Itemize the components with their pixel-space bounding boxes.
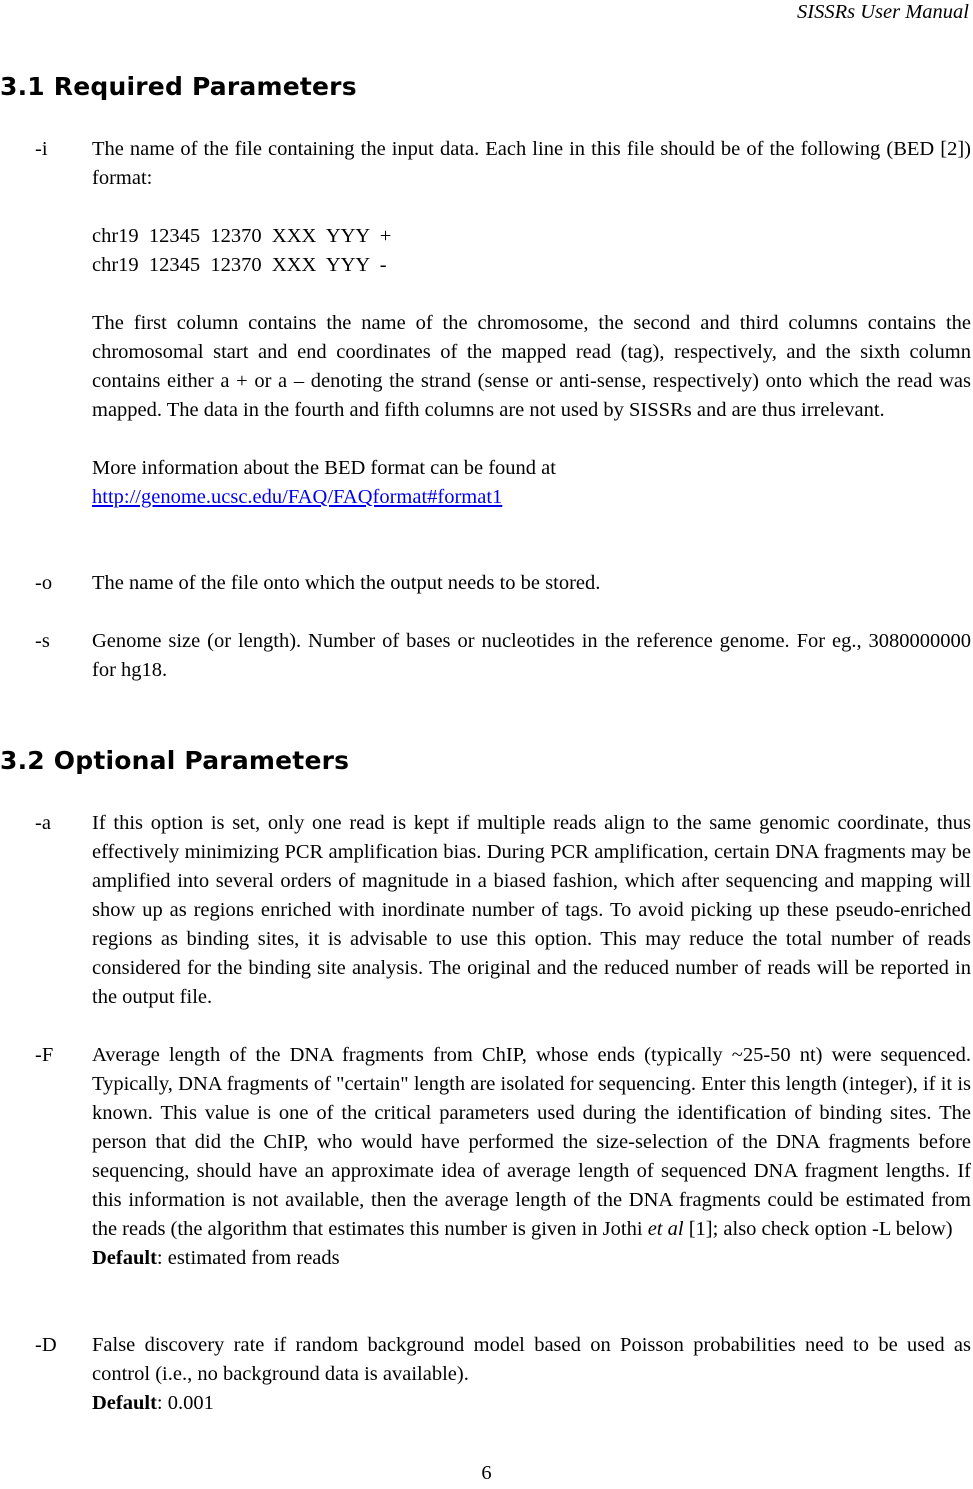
param-description: Average length of the DNA fragments from ChIP, whose ends (typically ~25-50 nt) were sequenced. Typically, DNA fragments of "certain" length are isolated for sequencing. Enter this length (integer), if it is known. This value is one of the critical parameters used during the identification of binding sites. The person that did the ChIP, who would have performed the size-selection of the DNA fragments before sequencing, should have an approximate idea of average length of sequenced DNA fragment lengths. If this information is not available, then the average length of the DNA fragments could be estimated from the reads (the algorithm that estimates this number is given in Jothi et al [1]; also check option -L below) (92, 1044, 971, 1240)
more-info-text: More information about the BED format can be found at (92, 457, 556, 479)
param-flag: -F (35, 1044, 54, 1066)
bed-example-line: chr19 12345 12370 XXX YYY - (92, 254, 387, 276)
param-description (92, 135, 971, 512)
param-flag: -o (35, 572, 53, 594)
et-al-citation: et al (647, 1218, 684, 1240)
page-number: 6 (481, 1462, 492, 1484)
bed-format-link[interactable]: http://genome.ucsc.edu/FAQ/FAQformat#format1 (92, 486, 503, 508)
param-explanation: The first column contains the name of the chromosome, the second and third columns contains the chromosomal start and end coordinates of the mapped read (tag), respectively, and the sixth column contains either a + or a – denoting the strand (sense or anti-sense, respectively) onto which the read was mapped. The data in the fourth and fifth columns are not used by SISSRs and are thus irrelevant. (92, 312, 971, 421)
param-flag: -i (35, 138, 48, 160)
param-description: False discovery rate if random background model based on Poisson probabilities need to be used as control (i.e., no background data is available). (92, 1334, 971, 1385)
param-s (0, 627, 971, 685)
param-intro: The name of the file containing the input data. Each line in this file should be of the following (BED [2]) format: (92, 138, 971, 189)
param-flag: -a (35, 812, 51, 834)
section-title-optional: 3.2 Optional Parameters (0, 746, 350, 775)
param-flag: -s (35, 630, 50, 652)
default-label: Default (92, 1247, 157, 1269)
default-value: : 0.001 (156, 1392, 214, 1414)
bed-example-line: chr19 12345 12370 XXX YYY + (92, 225, 392, 247)
param-a (0, 809, 971, 1012)
param-o (0, 569, 971, 598)
param-default (92, 1244, 971, 1273)
default-label: Default (92, 1392, 157, 1414)
param-description: The name of the file onto which the output needs to be stored. (92, 572, 601, 594)
param-description: If this option is set, only one read is kept if multiple reads align to the same genomic coordinate, thus effectively minimizing PCR amplification bias. During PCR amplification, certain DNA fragments may be amplified into several orders of magnitude in a biased fashion, which after sequencing and mapping will show up as regions enriched with inordinate number of tags. To avoid picking up these pseudo-enriched regions as binding sites, it is advisable to use this option. This may reduce the total number of reads considered for the binding site analysis. The original and the reduced number of reads will be reported in the output file. (92, 812, 971, 1008)
default-value: : estimated from reads (156, 1247, 340, 1269)
param-description: Genome size (or length). Number of bases or nucleotides in the reference genome. For eg., 3080000000 for hg18. (92, 630, 971, 681)
param-F (0, 1041, 971, 1273)
param-D (0, 1331, 971, 1418)
param-i (0, 135, 971, 512)
param-default (92, 1389, 971, 1418)
param-flag: -D (35, 1334, 57, 1356)
section-title-required: 3.1 Required Parameters (0, 72, 357, 101)
running-header: SISSRs User Manual (797, 1, 969, 23)
